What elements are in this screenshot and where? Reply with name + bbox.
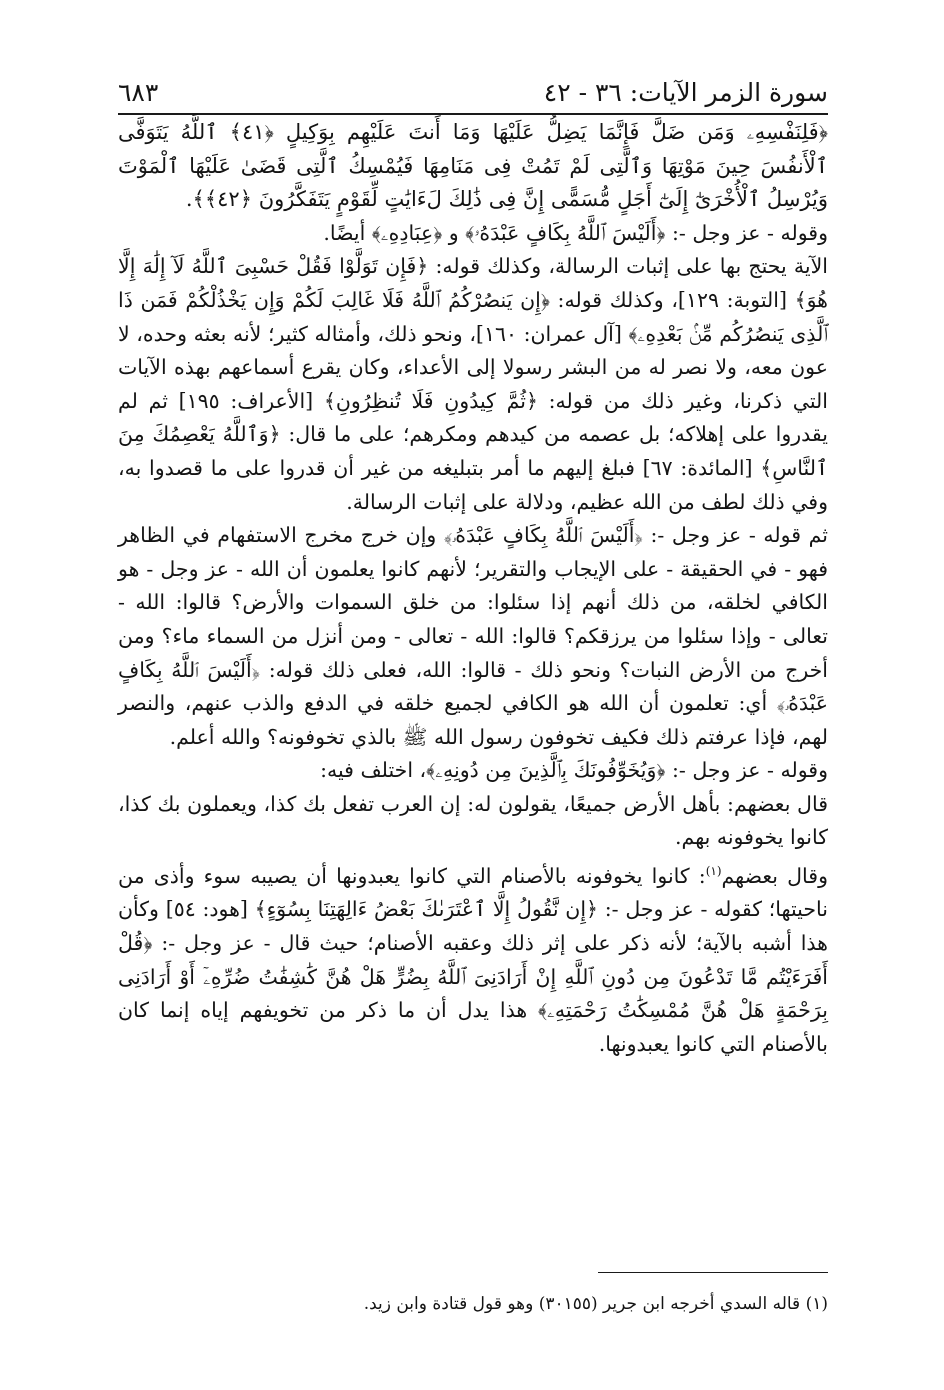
paragraph: قال بعضهم: بأهل الأرض جميعًا، يقولون له: إن العرب تفعل بك كذا، ويعملون بك كذا، كانوا يخوفونه بهم. [118,791,828,850]
quran-verse-block: ﴿فَلِنَفْسِهِۦ وَمَن ضَلَّ فَإِنَّمَا يَضِلُّ عَلَيْهَا وَمَا أَنتَ عَلَيْهِم بِوَكِيلٍ ﴿٤١﴾ ٱللَّهُ يَتَوَفَّى ٱلْأَنفُسَ حِينَ مَوْتِهَا وَٱلَّتِى لَمْ تَمُتْ فِى مَنَامِهَا فَيُمْسِكُ ٱلَّتِى قَضَىٰ عَلَيْهَا ٱلْمَوْتَ وَيُرْسِلُ ٱلْأُخْرَىٰٓ إِلَىٰٓ أَجَلٍ مُّسَمًّى إِنَّ فِى ذَٰلِكَ لَءَايَٰتٍ لِّقَوْمٍ يَتَفَكَّرُونَ ﴿٤٢﴾﴾. [118,120,828,212]
paragraph: ثم قوله - عز وجل -: ﴿أَلَيْسَ ٱللَّهُ بِكَافٍ عَبْدَهُۥ﴾ وإن خرج مخرج الاستفهام في الظاهر فهو - في الحقيقة - على الإيجاب والتقرير؛ لأنهم كانوا يعلمون أن الله - عز وجل - هو الكافي لخلقه، من ذلك أنهم إذا سئلوا: من خلق السموات والأرض؟ قالوا: الله - تعالى - وإذا سئلوا من يرزقكم؟ قالوا: الله - تعالى - ومن أنزل من السماء ماء؟ ومن أخرج من الأرض النبات؟ ونحو ذلك - قالوا: الله، فعلى ذلك قوله: ﴿أَلَيْسَ ٱللَّهُ بِكَافٍ عَبْدَهُۥ﴾ أي: تعلمون أن الله هو الكافي لجميع خلقه في الدفع والذب عنهم، والنصر لهم، فإذا عرفتم ذلك فكيف تخوفون رسول الله ﷺ بالذي تخوفونه؟ والله أعلم. [118,523,828,749]
header-rule [118,113,828,115]
paragraph-with-footnote [118,855,828,1061]
paragraph: وقوله - عز وجل -: ﴿أَلَيْسَ ٱللَّهُ بِكَافٍ عَبْدَهُۥ﴾ و ﴿عِبَادِهِۦ﴾ أيضًا. [323,220,828,245]
footnote: (١) قاله السدي أخرجه ابن جرير (٣٠١٥٥) وهو قول قتادة وابن زيد. [363,1294,828,1314]
paragraph: وقوله - عز وجل -: ﴿وَيُخَوِّفُونَكَ بِٱلَّذِينَ مِن دُونِهِۦ﴾، اختلف فيه: [320,758,828,783]
paragraph: الآية يحتج بها على إثبات الرسالة، وكذلك قوله: ﴿فَإِن تَوَلَّوْا فَقُلْ حَسْبِىَ ٱللَّهُ لَآ إِلَٰهَ إِلَّا هُوَ﴾ [التوبة: ١٢٩]، وكذلك قوله: ﴿إِن يَنصُرْكُمُ ٱللَّهُ فَلَا غَالِبَ لَكُمْ وَإِن يَخْذُلْكُمْ فَمَن ذَا ٱلَّذِى يَنصُرُكُم مِّنۢ بَعْدِهِۦ﴾ [آل عمران: ١٦٠]، ونحو ذلك، وأمثاله كثير؛ لأنه بعثه وحده، لا عون معه، ولا نصر له من البشر رسولا إلى الأعداء، وكان يقرع أسماعهم بهذه الآيات التي ذكرنا، وغير ذلك من قوله: ﴿ثُمَّ كِيدُونِ فَلَا تُنظِرُونِ﴾ [الأعراف: ١٩٥] ثم لم يقدروا على إهلاكه؛ بل عصمه من كيدهم ومكرهم؛ على ما قال: ﴿وَٱللَّهُ يَعْصِمُكَ مِنَ ٱلنَّاسِ﴾ [المائدة: ٦٧] فبلغ إليهم ما أمر بتبليغه من غير أن قدروا على ما قصدوا به، وفي ذلك لطف من الله عظيم، ودلالة على إثبات الرسالة. [118,254,829,514]
surah-title: سورة الزمر الآيات: ٣٦ - ٤٢ [543,77,828,107]
paragraph-lead: وقال بعضهم [721,863,828,888]
page-header [118,72,828,112]
footnote-rule [598,1272,828,1273]
page-number: ٦٨٣ [118,77,159,107]
paragraph-rest: : كانوا يخوفونه بالأصنام التي كانوا يعبدونها أن يصيبه سوء وأذى من ناحيتها؛ كقوله - عز وجل -: ﴿إِن نَّقُولُ إِلَّا ٱعْتَرَىٰكَ بَعْضُ ءَالِهَتِنَا بِسُوٓءٍ﴾ [هود: ٥٤] وكأن هذا أشبه بالآية؛ لأنه ذكر على إثر ذلك وعقبه الأصنام؛ حيث قال - عز وجل -: ﴿قُلْ أَفَرَءَيْتُم مَّا تَدْعُونَ مِن دُونِ ٱللَّهِ إِنْ أَرَادَنِىَ ٱللَّهُ بِضُرٍّ هَلْ هُنَّ كَٰشِفَٰتُ ضُرِّهِۦٓ أَوْ أَرَادَنِى بِرَحْمَةٍ هَلْ هُنَّ مُمْسِكَٰتُ رَحْمَتِهِۦ﴾ هذا يدل أن ما ذكر من تخويفهم إياه إنما كان بالأصنام التي كانوا يعبدونها. [118,863,828,1056]
footnote-reference: (١) [705,864,722,879]
main-text [118,116,828,1061]
